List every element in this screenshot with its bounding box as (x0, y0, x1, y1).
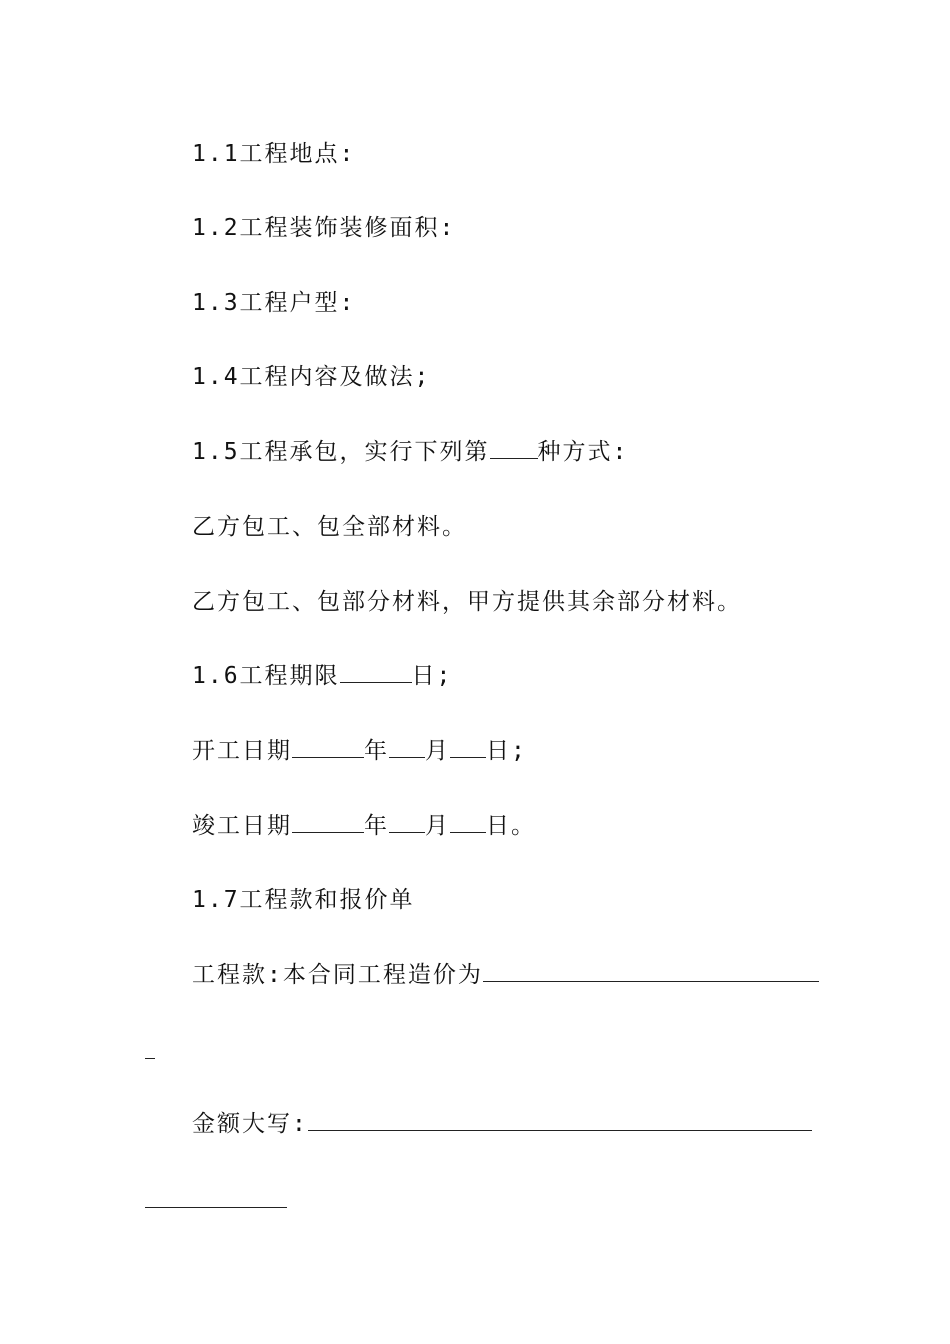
amount-in-words-blank[interactable] (308, 1108, 812, 1131)
start-year-unit: 年 (364, 738, 389, 764)
end-year-blank[interactable] (292, 810, 364, 833)
contract-price-label: 工程款:本合同工程造价为 (192, 962, 483, 988)
end-month-blank[interactable] (389, 810, 425, 833)
end-year-unit: 年 (364, 813, 389, 839)
item-1-3-layout (192, 287, 355, 319)
duration-days-blank[interactable] (340, 660, 412, 683)
start-year-blank[interactable] (292, 735, 364, 758)
option-partial-materials-text: 乙方包工、包部分材料，甲方提供其余部分材料。 (192, 589, 742, 615)
item-1-7-payment-heading (192, 884, 415, 916)
option-full-materials (192, 511, 467, 543)
contract-price-blank-continued[interactable] (145, 1057, 155, 1059)
item-1-4-text: 1.4工程内容及做法; (192, 364, 431, 390)
item-1-2-text: 1.2工程装饰装修面积: (192, 215, 456, 241)
amount-in-words-label: 金额大写: (192, 1111, 308, 1137)
item-1-6-text-after: 日; (411, 663, 453, 689)
item-1-6-duration (192, 660, 452, 692)
start-month-blank[interactable] (389, 735, 425, 758)
start-day-unit: 日; (486, 738, 527, 764)
option-partial-materials (192, 586, 742, 618)
item-1-2-area (192, 212, 455, 244)
start-date-label: 开工日期 (192, 738, 292, 764)
item-1-5-text-before: 1.5工程承包，实行下列第 (192, 439, 490, 465)
amount-in-words-line (192, 1108, 812, 1140)
end-day-unit: 日。 (486, 813, 536, 839)
mode-number-blank[interactable] (490, 436, 538, 459)
start-date-line (192, 735, 527, 767)
amount-in-words-blank-continued[interactable] (145, 1206, 287, 1208)
item-1-7-text: 1.7工程款和报价单 (192, 887, 415, 913)
end-day-blank[interactable] (450, 810, 486, 833)
item-1-1-location (192, 138, 355, 170)
start-day-blank[interactable] (450, 735, 486, 758)
start-month-unit: 月 (425, 738, 450, 764)
end-month-unit: 月 (425, 813, 450, 839)
item-1-3-text: 1.3工程户型: (192, 290, 356, 316)
item-1-5-text-after: 种方式: (537, 439, 629, 465)
contract-price-line (192, 959, 819, 991)
option-full-materials-text: 乙方包工、包全部材料。 (192, 514, 467, 540)
item-1-4-content (192, 361, 430, 393)
contract-price-blank[interactable] (483, 959, 819, 982)
end-date-line (192, 810, 536, 842)
item-1-5-contract-mode (192, 436, 628, 468)
item-1-6-text-before: 1.6工程期限 (192, 663, 340, 689)
end-date-label: 竣工日期 (192, 813, 292, 839)
item-1-1-text: 1.1工程地点: (192, 141, 356, 167)
